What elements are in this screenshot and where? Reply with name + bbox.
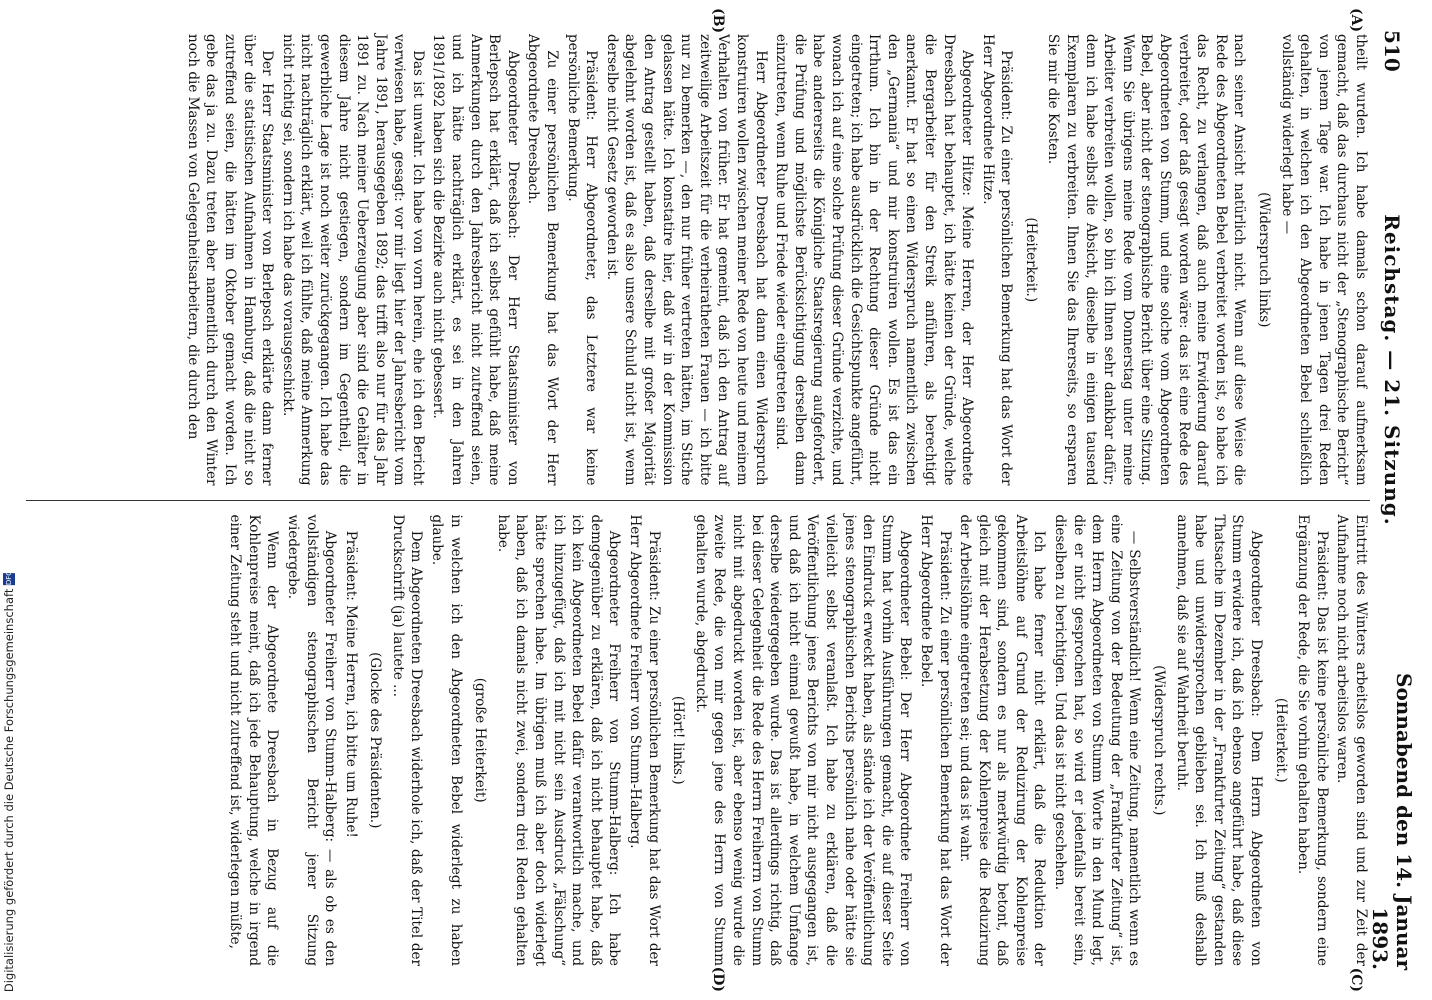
paragraph: Herr Abgeordneter Dreesbach hat dann einen Widerspruch konstruiren wollen zwischen meiner Rede von heute und meinem Verhalten von früher. Er hat gemeint, daß ich den Antrag auf zeitweilige Arbeitszeit für die verheiratheten Frauen — ich bitte nur zu bemerken —, den nur früher vertreten hätten, im Stiche gelassen hätte. Ich konstatire hier, daß wir in der Kommission den Antrag gestellt haben, daß derselbe mit großer Majorität abgelehnt worden ist, daß es also unsere Schuld nicht ist, wenn derselbe nicht Gesetz geworden ist. bbox=[603, 34, 769, 486]
digitization-credit bbox=[2, 569, 16, 992]
text-columns bbox=[26, 20, 1370, 980]
paragraph: in welchen ich den Abgeordneten Bebel widerlegt zu haben glaube. bbox=[429, 514, 464, 966]
interjection: (Widerspruch rechts.) bbox=[1151, 665, 1168, 816]
interjection: (große Heiterkeit) bbox=[472, 677, 489, 803]
header-title: Reichstag. — 21. Sitzung. bbox=[1380, 214, 1404, 526]
paragraph: Präsident: Meine Herren, ich bitte um Ruhe! bbox=[342, 530, 359, 838]
paragraph: Präsident: Zu einer persönlichen Bemerkung hat das Wort der Herr Abgeordnete Freiherr von Stumm-Halberg. bbox=[627, 514, 662, 966]
header-date: Sonnabend den 14. Januar 1893. bbox=[1368, 673, 1416, 970]
paragraph: Präsident: Zu einer persönlichen Bemerkung hat das Wort der Herr Abgeordnete Bebel. bbox=[917, 514, 953, 966]
right-column bbox=[26, 501, 1370, 981]
margin-label-c: (C) bbox=[1348, 967, 1364, 992]
paragraph: Das ist unwahr. Ich habe von vorn herein, ehe ich den Bericht verwiesen habe, gesagt: vor mir liegt hier der Jahresbericht vom Jahre 1891, herausgegeben 1892; das trifft also nur für das Jahr 1891 zu. Nach meiner Ueberzeugung aber sind die Gehälter in diesem Jahre nicht gestiegen, sondern im Gegentheil, die gewerbliche Lage ist noch weiter zurückgegangen. Ich habe das nicht nachträglich erklärt, weil ich fühlte, daß meine Anmerkung nicht richtig sei, sondern ich habe das vorausgeschickt. bbox=[279, 34, 426, 486]
page-header bbox=[1368, 30, 1416, 970]
paragraph: nach seiner Ansicht natürlich nicht. Wenn auf diese Weise die Rede des Abgeordneten Bebel verbreitet worden ist, so habe ich das Recht, zu verlangen, daß auch meine Erwiderung darauf verbreitet, oder daß gesagt worden wäre: das ist eine Rede des Abgeordneten von Stumm, und eine solche vom Abgeordneten Bebel, aber nicht der stenographische Bericht über eine Sitzung. Wenn Sie übrigens meine Rede vom Donnerstag unter meine Arbeiter verbreiten wollen, so bin ich Ihnen sehr dankbar dafür; denn ich habe selbst die Absicht, dieselbe in einigen tausend Exemplaren zu verbreiten. Ihnen Sie das Ihrerseits, so ersparen Sie mir die Kosten. bbox=[1045, 34, 1248, 486]
paragraph: Abgeordneter Bebel: Der Herr Abgeordnete Freiherr von Stumm hat vorhin Ausführungen gemacht, die auf dieser Seite den Eindruck erweckt haben, als stände ich der Veröffentlichung jenes stenographischen Berichts persönlich nahe oder hätte sie vielleicht selbst veranlaßt. Ich habe zu erklären, daß die Veröffentlichung jenes Berichts von mir nicht ausgegangen ist, und daß ich nicht einmal gewußt habe, in welchem Umfange derselbe wiedergegeben wurde. Das ist allerdings richtig, daß bei dieser Gelegenheit die Rede des Herrn Freiherrn von Stumm nicht mit abgedruckt worden ist, aber ebenso wenig wurde die zweite Rede, die von mir gegen jene des Herrn von Stumm gehalten wurde, abgedruckt. bbox=[692, 514, 914, 966]
paragraph: Abgeordneter Freiherr von Stumm-Halberg: — als ob es den vollständigen stenographischen Bericht jener Sitzung wiedergebe. bbox=[284, 514, 339, 966]
interjection: (Glocke des Präsidenten.) bbox=[367, 652, 384, 829]
paragraph: Zu einer persönlichen Bemerkung hat das Wort der Herr Abgeordnete Dreesbach. bbox=[525, 34, 561, 486]
interjection: (Hört! links.) bbox=[670, 695, 687, 785]
paragraph: Präsident: Herr Abgeordneter, das Letztere war keine persönliche Bemerkung. bbox=[564, 34, 600, 486]
paragraph: Ich habe ferner nicht erklärt, daß die Reduktion der Arbeitslöhne auf Grund der Reduzirung der Kohlenpreise gekommen sind, sondern es nur als merkwürdig betont, daß gleich mit der Herabsetzung der Kohlenpreise die Reduzirung der Arbeitslöhne eingetreten sei; und das ist wahr. bbox=[957, 514, 1048, 966]
page-number: 510 bbox=[1380, 30, 1404, 72]
interjection: (Heiterkeit.) bbox=[1022, 217, 1039, 303]
paragraph: Abgeordneter Dreesbach: Dem Herrn Abgeordneten von Stumm erwidere ich, daß ich ebenso angeführt habe, daß diese Thatsache im Dezember in der „Frankfurter Zeitung“ gestanden habe und unwidersprochen geblieben sei. Ich muß deshalb annehmen, daß sie auf Wahrheit beruht. bbox=[1173, 514, 1265, 966]
paragraph: — Selbstverständlich! Wenn eine Zeitung, namentlich wenn es eine Zeitung von der Bedeutung der „Frankfurter Zeitung“ ist, dem Herrn Abgeordneten von Stumm Worte in den Mund legt, die er nicht gesprochen hat, so wird er jedenfalls bereit sein, dieselben zu berichtigen. Und das ist nicht geschehen. bbox=[1052, 514, 1143, 966]
dfg-logo-icon bbox=[3, 570, 15, 585]
paragraph: Abgeordneter Dreesbach: Der Herr Staatsminister von Berlepsch hat erklärt, daß ich selbst gefühlt habe, daß meine Anmerkungen durch den Jahresbericht nicht zutreffend seien, und ich hätte nachträglich erklärt, es sei in den Jahren 1891/1892 haben sich die Bezirke auch nicht gebessert. bbox=[430, 34, 521, 486]
paragraph: Abgeordneter Freiherr von Stumm-Halberg: Ich habe demgegenüber zu erklären, daß ich nicht behauptet habe, daß ich kein Abgeordneten Bebel dafür verantwortlich mache, und ich hinzugefügt, daß ich mit nicht sein Ausdruck „Fälschung“ hätte sprechen habe. Im übrigen muß ich aber doch widerlegt haben, daß ich damals nicht zwei, sondern drei Reden gehalten habe. bbox=[494, 514, 623, 966]
interjection: (Heiterkeit.) bbox=[1272, 697, 1289, 783]
paragraph: theilt wurden. Ich habe damals schon darauf aufmerksam gemacht, daß das durchaus nicht der „Stenographische Bericht“ von jenem Tage war. Ich habe in jenen Tagen drei Reden gehalten, in welchen ich den Abgeordneten Bebel schließlich vollständig widerlegt habe — bbox=[1278, 34, 1369, 486]
margin-label-d: (D) bbox=[710, 966, 726, 992]
rotated-page bbox=[16, 10, 1416, 990]
margin-label-b: (B) bbox=[710, 8, 726, 34]
paragraph: Präsident: Zu einer persönlichen Bemerkung hat das Wort der Herr Abgeordnete Hitze. bbox=[979, 34, 1015, 486]
paragraph: Der Herr Staatsminister von Berlepsch erklärte dann ferner über die statistischen Aufnahmen in Hamburg, daß die nicht so zutreffend seien, die hätten im Oktober gemacht worden. Ich gebe das ja zu. Dazu treten aber namentlich durch den Winter noch die Massen von Gelegenheitsarbeitern, die durch den bbox=[184, 34, 276, 486]
left-column bbox=[26, 20, 1370, 500]
paragraph: Abgeordneter Hitze: Meine Herren, der Herr Abgeordnete Dreesbach hat behauptet, ich hätte keinen der Gründe, welche die Bergarbeiter für den Streik anführen, als berechtigt anerkannt. Er hat so einen Widerspruch namentlich zwischen den „Germania“ und mir konstruiren wollen. Es ist das ein Irrthum. Ich bin in der Rechtung dieser Gründe nicht eingetreten; ich habe ausdrücklich die Gesichtspunkte angeführt, wonach ich auf eine solche Prüfung dieser Gründe verzichte, und habe andererseits die Königliche Staatsregierung aufgefordert, die Prüfung und möglichste Berücksichtigung derselben dann einzutreten, wenn Ruhe und Friede wieder eingetreten sind. bbox=[773, 34, 976, 486]
paragraph: Eintritt des Winters arbeitslos geworden sind und zur Zeit der Aufnahme noch nicht arbeitslos waren. bbox=[1334, 514, 1369, 966]
paragraph: Dem Abgeordneten Dreesbach widerhole ich, daß der Titel der Druckschrift (ja) lautete ... bbox=[389, 514, 425, 966]
margin-label-a: (A) bbox=[1348, 8, 1364, 33]
paragraph: Präsident: Das ist keine persönliche Bemerkung, sondern eine Ergänzung der Rede, die Sie vorhin gehalten haben. bbox=[1295, 514, 1330, 966]
interjection: (Widerspruch links) bbox=[1256, 192, 1273, 328]
paragraph: Wenn der Abgeordnete Dreesbach in Bezug auf die Kohlenpreise meint, daß ich jede Behauptung, welche in irgend einer Zeitung steht und nicht zutreffend ist, widerlegen müßte, bbox=[227, 514, 281, 966]
dfg-logo-text: DFG bbox=[5, 570, 13, 585]
credit-text: Digitalisierung gefördert durch die Deutsche Forschungsgemeinschaft bbox=[2, 588, 16, 992]
